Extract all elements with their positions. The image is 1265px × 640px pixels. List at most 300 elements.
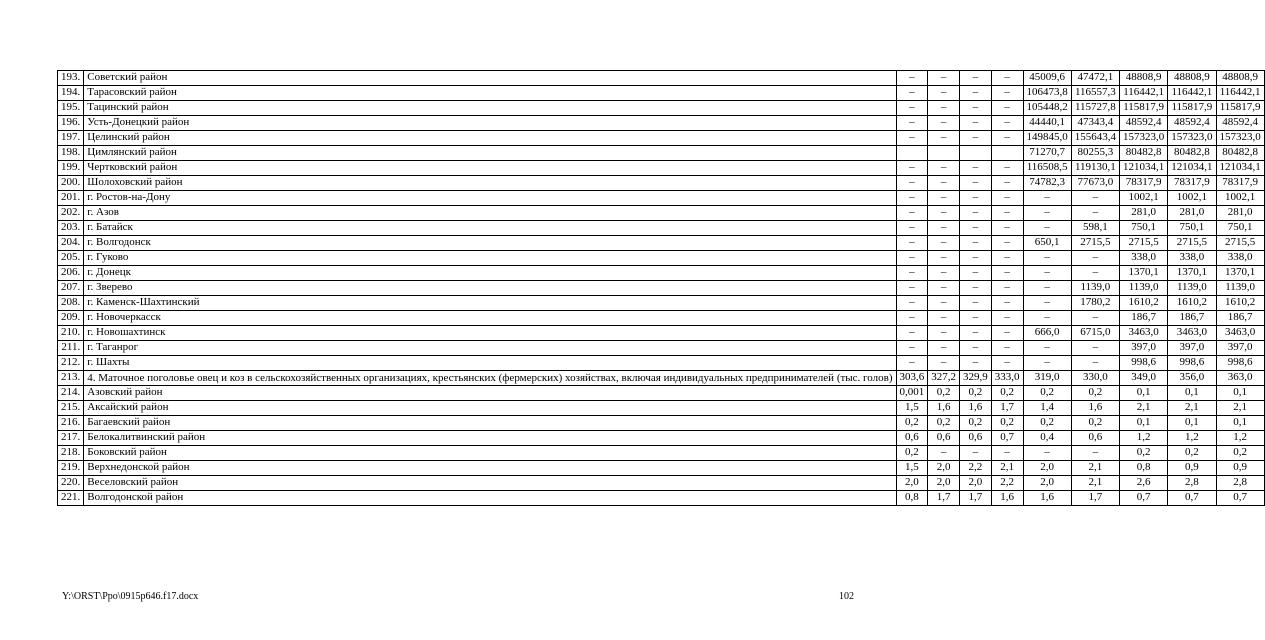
row-number: 207. [58, 281, 84, 296]
value-cell: 121034,1 [1120, 161, 1168, 176]
value-cell: 0,2 [1071, 386, 1119, 401]
value-cell: – [928, 236, 960, 251]
table-row [58, 431, 1265, 446]
value-cell: – [991, 206, 1023, 221]
row-number: 217. [58, 431, 84, 446]
value-cell: – [1023, 311, 1071, 326]
value-cell: – [896, 356, 928, 371]
table-row [58, 491, 1265, 506]
value-cell: – [1071, 356, 1119, 371]
table-row [58, 71, 1265, 86]
value-cell: 0,7 [1120, 491, 1168, 506]
row-label: г. Ростов-на-Дону [84, 191, 896, 206]
value-cell: 47472,1 [1071, 71, 1119, 86]
table-row [58, 101, 1265, 116]
table-row [58, 266, 1265, 281]
value-cell: 48808,9 [1216, 71, 1264, 86]
row-label: г. Батайск [84, 221, 896, 236]
value-cell: – [1023, 191, 1071, 206]
value-cell: 397,0 [1216, 341, 1264, 356]
value-cell: – [960, 356, 992, 371]
value-cell: 2,0 [1023, 461, 1071, 476]
value-cell: – [1023, 281, 1071, 296]
value-cell: 0,6 [928, 431, 960, 446]
value-cell: – [991, 176, 1023, 191]
table-row [58, 236, 1265, 251]
table-row [58, 461, 1265, 476]
value-cell [896, 146, 928, 161]
value-cell: 333,0 [991, 371, 1023, 386]
value-cell: 2,8 [1216, 476, 1264, 491]
row-number: 213. [58, 371, 84, 386]
value-cell: – [928, 281, 960, 296]
value-cell: 397,0 [1168, 341, 1216, 356]
table-row [58, 446, 1265, 461]
value-cell: 1139,0 [1168, 281, 1216, 296]
value-cell: – [928, 326, 960, 341]
value-cell: 650,1 [1023, 236, 1071, 251]
table-row [58, 206, 1265, 221]
value-cell: 1,7 [991, 401, 1023, 416]
value-cell [991, 146, 1023, 161]
value-cell: – [896, 266, 928, 281]
value-cell: 48808,9 [1120, 71, 1168, 86]
value-cell: 157323,0 [1168, 131, 1216, 146]
value-cell: 750,1 [1120, 221, 1168, 236]
table-row [58, 176, 1265, 191]
row-label: Тацинский район [84, 101, 896, 116]
value-cell: 78317,9 [1216, 176, 1264, 191]
row-number: 194. [58, 86, 84, 101]
value-cell: 750,1 [1216, 221, 1264, 236]
value-cell: – [960, 281, 992, 296]
value-cell: 0,1 [1168, 386, 1216, 401]
value-cell: 116508,5 [1023, 161, 1071, 176]
value-cell: – [928, 131, 960, 146]
value-cell: 2,1 [1216, 401, 1264, 416]
value-cell: 2,8 [1168, 476, 1216, 491]
value-cell: 48808,9 [1168, 71, 1216, 86]
value-cell: – [960, 86, 992, 101]
value-cell: – [991, 326, 1023, 341]
value-cell: – [1023, 296, 1071, 311]
value-cell: 106473,8 [1023, 86, 1071, 101]
value-cell: – [1071, 341, 1119, 356]
value-cell: 2,0 [960, 476, 992, 491]
value-cell: – [960, 206, 992, 221]
value-cell: 116557,3 [1071, 86, 1119, 101]
row-number: 195. [58, 101, 84, 116]
value-cell: – [960, 176, 992, 191]
table-row [58, 116, 1265, 131]
value-cell: – [991, 341, 1023, 356]
value-cell: 2715,5 [1216, 236, 1264, 251]
table-row [58, 401, 1265, 416]
row-number: 219. [58, 461, 84, 476]
row-number: 220. [58, 476, 84, 491]
value-cell: 1610,2 [1216, 296, 1264, 311]
value-cell: 1370,1 [1120, 266, 1168, 281]
row-number: 203. [58, 221, 84, 236]
value-cell: 1,7 [960, 491, 992, 506]
value-cell: – [991, 281, 1023, 296]
value-cell: – [960, 251, 992, 266]
value-cell: 1139,0 [1120, 281, 1168, 296]
value-cell: 0,2 [1216, 446, 1264, 461]
value-cell: 186,7 [1216, 311, 1264, 326]
value-cell: 0,2 [1071, 416, 1119, 431]
value-cell: 2,0 [1023, 476, 1071, 491]
value-cell: 115727,8 [1071, 101, 1119, 116]
value-cell: 0,2 [1023, 416, 1071, 431]
value-cell: 363,0 [1216, 371, 1264, 386]
value-cell: – [991, 251, 1023, 266]
value-cell: – [896, 206, 928, 221]
row-label: г. Новошахтинск [84, 326, 896, 341]
value-cell: 1,2 [1120, 431, 1168, 446]
value-cell: 281,0 [1216, 206, 1264, 221]
value-cell: – [928, 311, 960, 326]
value-cell: – [991, 116, 1023, 131]
value-cell: 0,2 [960, 386, 992, 401]
row-number: 210. [58, 326, 84, 341]
value-cell: – [960, 161, 992, 176]
value-cell: 115817,9 [1168, 101, 1216, 116]
value-cell: 115817,9 [1216, 101, 1264, 116]
value-cell: 186,7 [1120, 311, 1168, 326]
value-cell: – [960, 446, 992, 461]
table-row [58, 146, 1265, 161]
value-cell: 116442,1 [1120, 86, 1168, 101]
value-cell: 0,4 [1023, 431, 1071, 446]
value-cell: 0,8 [1120, 461, 1168, 476]
row-number: 209. [58, 311, 84, 326]
value-cell: 1610,2 [1168, 296, 1216, 311]
value-cell: – [991, 131, 1023, 146]
value-cell: 3463,0 [1216, 326, 1264, 341]
row-label: г. Азов [84, 206, 896, 221]
value-cell: 48592,4 [1120, 116, 1168, 131]
value-cell: 0,1 [1120, 416, 1168, 431]
value-cell: 2,0 [896, 476, 928, 491]
value-cell: 303,6 [896, 371, 928, 386]
value-cell: – [991, 71, 1023, 86]
value-cell: – [960, 266, 992, 281]
value-cell: 1,6 [1023, 491, 1071, 506]
table-row [58, 221, 1265, 236]
value-cell: 2,6 [1120, 476, 1168, 491]
row-label: г. Зверево [84, 281, 896, 296]
value-cell: 0,7 [991, 431, 1023, 446]
row-label: Цимлянский район [84, 146, 896, 161]
row-number: 196. [58, 116, 84, 131]
row-label: Советский район [84, 71, 896, 86]
value-cell: 74782,3 [1023, 176, 1071, 191]
table-row [58, 341, 1265, 356]
row-number: 218. [58, 446, 84, 461]
value-cell: 80482,8 [1216, 146, 1264, 161]
value-cell: 78317,9 [1168, 176, 1216, 191]
value-cell: 0,2 [991, 416, 1023, 431]
value-cell: – [896, 116, 928, 131]
value-cell: 78317,9 [1120, 176, 1168, 191]
value-cell: – [896, 101, 928, 116]
value-cell: – [896, 176, 928, 191]
value-cell: 0,9 [1216, 461, 1264, 476]
value-cell: 0,1 [1168, 416, 1216, 431]
value-cell: 2,2 [960, 461, 992, 476]
value-cell: 338,0 [1120, 251, 1168, 266]
value-cell: 349,0 [1120, 371, 1168, 386]
value-cell: 1,6 [991, 491, 1023, 506]
value-cell: 338,0 [1168, 251, 1216, 266]
value-cell: – [960, 116, 992, 131]
value-cell: – [896, 251, 928, 266]
row-number: 205. [58, 251, 84, 266]
value-cell: 1139,0 [1216, 281, 1264, 296]
row-number: 215. [58, 401, 84, 416]
value-cell: 186,7 [1168, 311, 1216, 326]
value-cell: 0,2 [991, 386, 1023, 401]
table-body [58, 71, 1265, 506]
value-cell: – [928, 266, 960, 281]
value-cell: – [928, 101, 960, 116]
value-cell: 1610,2 [1120, 296, 1168, 311]
value-cell: 6715,0 [1071, 326, 1119, 341]
row-label: Верхнедонской район [84, 461, 896, 476]
value-cell: – [991, 221, 1023, 236]
page-number: 102 [839, 591, 854, 602]
value-cell: – [928, 296, 960, 311]
value-cell: 0,001 [896, 386, 928, 401]
value-cell: 105448,2 [1023, 101, 1071, 116]
value-cell: 80255,3 [1071, 146, 1119, 161]
value-cell: 1002,1 [1216, 191, 1264, 206]
row-label: г. Новочеркасск [84, 311, 896, 326]
row-label: Веселовский район [84, 476, 896, 491]
value-cell: – [1071, 266, 1119, 281]
value-cell: – [991, 356, 1023, 371]
row-number: 198. [58, 146, 84, 161]
row-number: 199. [58, 161, 84, 176]
value-cell: – [991, 191, 1023, 206]
value-cell: 327,2 [928, 371, 960, 386]
value-cell: 3463,0 [1120, 326, 1168, 341]
value-cell: – [896, 281, 928, 296]
value-cell: – [960, 71, 992, 86]
value-cell: – [896, 131, 928, 146]
value-cell: 1,6 [1071, 401, 1119, 416]
value-cell: 119130,1 [1071, 161, 1119, 176]
value-cell: 116442,1 [1216, 86, 1264, 101]
value-cell: 71270,7 [1023, 146, 1071, 161]
value-cell: 1,4 [1023, 401, 1071, 416]
row-label: г. Гуково [84, 251, 896, 266]
value-cell: – [928, 71, 960, 86]
value-cell: 2,1 [1120, 401, 1168, 416]
value-cell: 329,9 [960, 371, 992, 386]
value-cell: 47343,4 [1071, 116, 1119, 131]
value-cell: 121034,1 [1168, 161, 1216, 176]
table-row [58, 191, 1265, 206]
value-cell: 1370,1 [1216, 266, 1264, 281]
table-row [58, 311, 1265, 326]
value-cell [960, 146, 992, 161]
row-number: 201. [58, 191, 84, 206]
value-cell: – [991, 266, 1023, 281]
table-row [58, 476, 1265, 491]
value-cell: – [991, 311, 1023, 326]
row-label: Аксайский район [84, 401, 896, 416]
row-label: г. Донецк [84, 266, 896, 281]
value-cell: 998,6 [1216, 356, 1264, 371]
value-cell: – [960, 221, 992, 236]
value-cell: 0,7 [1216, 491, 1264, 506]
value-cell: 0,2 [1120, 446, 1168, 461]
value-cell: 1139,0 [1071, 281, 1119, 296]
value-cell: – [928, 206, 960, 221]
row-number: 197. [58, 131, 84, 146]
value-cell: – [928, 221, 960, 236]
value-cell: 155643,4 [1071, 131, 1119, 146]
value-cell: 2,1 [1071, 461, 1119, 476]
row-number: 204. [58, 236, 84, 251]
value-cell: – [896, 296, 928, 311]
row-number: 206. [58, 266, 84, 281]
value-cell: 2715,5 [1168, 236, 1216, 251]
value-cell: 1,6 [960, 401, 992, 416]
row-number: 216. [58, 416, 84, 431]
value-cell: 356,0 [1168, 371, 1216, 386]
value-cell: 0,6 [1071, 431, 1119, 446]
value-cell: – [896, 161, 928, 176]
value-cell: 157323,0 [1216, 131, 1264, 146]
value-cell [928, 146, 960, 161]
value-cell: – [991, 161, 1023, 176]
value-cell: 0,7 [1168, 491, 1216, 506]
value-cell: 116442,1 [1168, 86, 1216, 101]
value-cell: – [1071, 206, 1119, 221]
value-cell: – [896, 71, 928, 86]
value-cell: 3463,0 [1168, 326, 1216, 341]
value-cell: 2,0 [928, 461, 960, 476]
value-cell: 2,2 [991, 476, 1023, 491]
table-row [58, 326, 1265, 341]
value-cell: 397,0 [1120, 341, 1168, 356]
value-cell: – [928, 161, 960, 176]
value-cell: – [960, 311, 992, 326]
row-number: 193. [58, 71, 84, 86]
file-path: Y:\ORST\Ppo\0915p646.f17.docx [62, 591, 199, 602]
row-label: Целинский район [84, 131, 896, 146]
row-label: г. Волгодонск [84, 236, 896, 251]
value-cell: – [928, 251, 960, 266]
value-cell: 1,2 [1168, 431, 1216, 446]
value-cell: – [896, 341, 928, 356]
value-cell: – [1023, 266, 1071, 281]
value-cell: 1002,1 [1168, 191, 1216, 206]
row-label: г. Каменск-Шахтинский [84, 296, 896, 311]
table-row [58, 161, 1265, 176]
value-cell: 0,1 [1216, 416, 1264, 431]
value-cell: 2715,5 [1071, 236, 1119, 251]
value-cell: – [896, 311, 928, 326]
row-number: 214. [58, 386, 84, 401]
value-cell: – [896, 236, 928, 251]
row-label: Тарасовский район [84, 86, 896, 101]
row-number: 200. [58, 176, 84, 191]
value-cell: – [1023, 356, 1071, 371]
value-cell: 0,2 [960, 416, 992, 431]
row-label: Белокалитвинский район [84, 431, 896, 446]
value-cell: – [1023, 251, 1071, 266]
value-cell: – [928, 356, 960, 371]
row-label: Чертковский район [84, 161, 896, 176]
row-label: Волгодонской район [84, 491, 896, 506]
value-cell: – [928, 86, 960, 101]
value-cell: – [991, 101, 1023, 116]
value-cell: 0,9 [1168, 461, 1216, 476]
value-cell: 77673,0 [1071, 176, 1119, 191]
value-cell: 1780,2 [1071, 296, 1119, 311]
value-cell: 319,0 [1023, 371, 1071, 386]
value-cell: 0,2 [896, 416, 928, 431]
value-cell: – [928, 341, 960, 356]
table-row [58, 86, 1265, 101]
value-cell: 80482,8 [1168, 146, 1216, 161]
table-row [58, 281, 1265, 296]
table-row [58, 296, 1265, 311]
value-cell: – [960, 236, 992, 251]
value-cell: 1002,1 [1120, 191, 1168, 206]
value-cell: 80482,8 [1120, 146, 1168, 161]
row-label: Шолоховский район [84, 176, 896, 191]
row-label: Боковский район [84, 446, 896, 461]
table-row [58, 416, 1265, 431]
value-cell: – [928, 446, 960, 461]
value-cell: – [991, 296, 1023, 311]
value-cell: 2,0 [928, 476, 960, 491]
value-cell: – [991, 236, 1023, 251]
value-cell: – [928, 116, 960, 131]
value-cell: 0,6 [960, 431, 992, 446]
statistics-table [57, 70, 1265, 506]
value-cell: 0,1 [1216, 386, 1264, 401]
value-cell: – [960, 296, 992, 311]
value-cell: – [1023, 341, 1071, 356]
value-cell: – [991, 446, 1023, 461]
value-cell: – [896, 86, 928, 101]
value-cell: 1,6 [928, 401, 960, 416]
value-cell: 121034,1 [1216, 161, 1264, 176]
row-number: 211. [58, 341, 84, 356]
value-cell: – [960, 131, 992, 146]
value-cell: 44440,1 [1023, 116, 1071, 131]
value-cell: – [991, 86, 1023, 101]
value-cell: 0,1 [1120, 386, 1168, 401]
value-cell: – [896, 326, 928, 341]
value-cell: 1370,1 [1168, 266, 1216, 281]
value-cell: 1,7 [928, 491, 960, 506]
value-cell: 45009,6 [1023, 71, 1071, 86]
table-row [58, 371, 1265, 386]
value-cell: 0,6 [896, 431, 928, 446]
row-number: 212. [58, 356, 84, 371]
value-cell: 281,0 [1168, 206, 1216, 221]
row-number: 221. [58, 491, 84, 506]
value-cell: – [928, 176, 960, 191]
value-cell: – [960, 341, 992, 356]
